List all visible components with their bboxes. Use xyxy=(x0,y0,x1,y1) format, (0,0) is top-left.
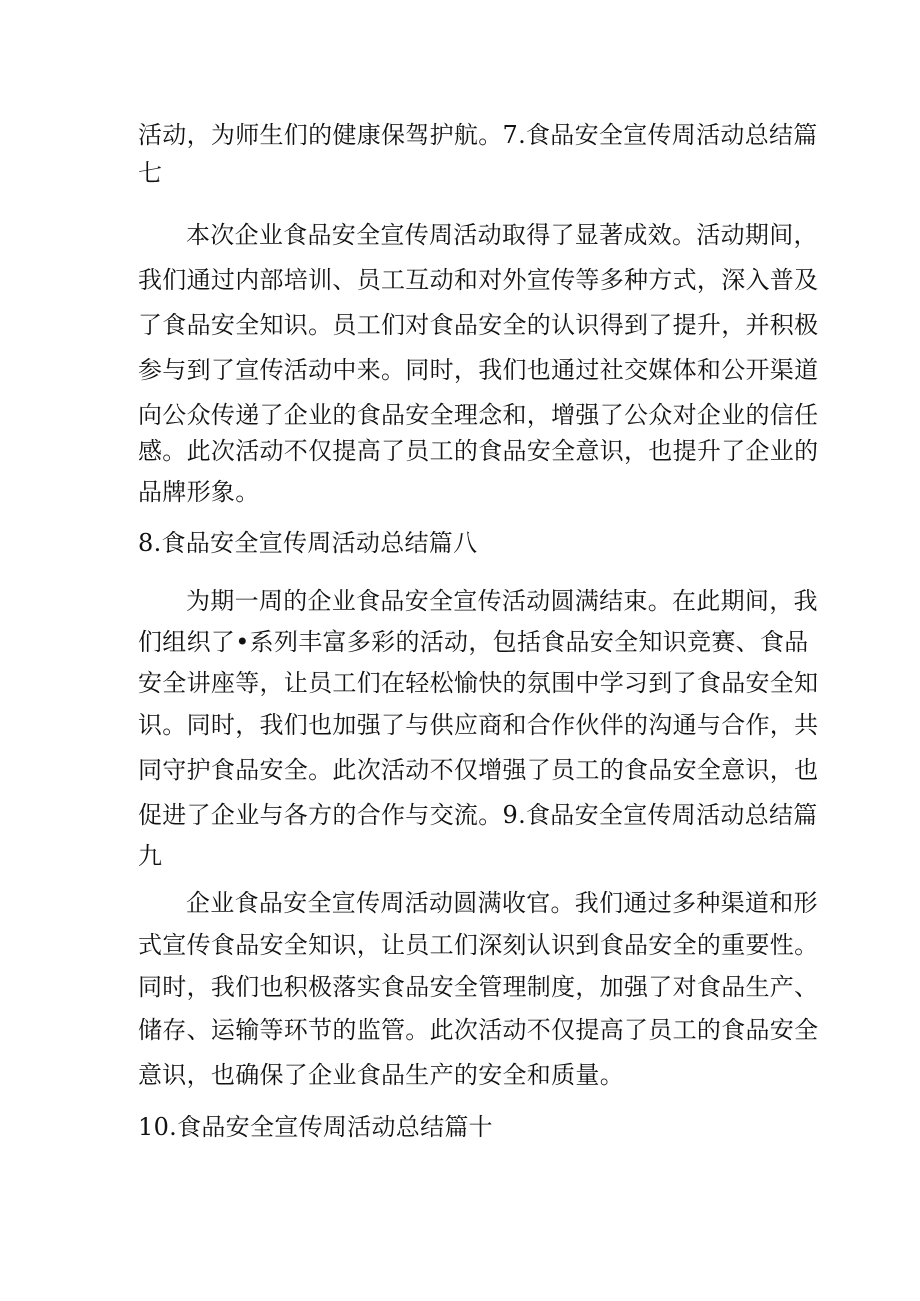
text-line: 七 xyxy=(138,159,163,187)
section-heading: 10.食品安全宣传周活动总结篇十 xyxy=(138,1113,493,1141)
paragraph-first-line: 为期一周的企业食品安全宣传活动圆满结束。在此期间，我 xyxy=(186,587,818,615)
section-heading: 8.食品安全宣传周活动总结篇八 xyxy=(138,529,478,557)
text-line: 同守护食品安全。此次活动不仅增强了员工的食品安全意识，也 xyxy=(138,756,819,784)
text-line: 储存、运输等环节的监管。此次活动不仅提高了员工的食品安全 xyxy=(138,1016,819,1044)
text-line: 意识，也确保了企业食品生产的安全和质量。 xyxy=(138,1061,624,1089)
text-line: 们组织了•系列丰富多彩的活动，包括食品安全知识竞赛、食品 xyxy=(138,628,809,656)
text-line: 式宣传食品安全知识，让员工们深刻认识到食品安全的重要性。 xyxy=(138,931,819,959)
paragraph-first-line: 本次企业食品安全宣传周活动取得了显著成效。活动期间， xyxy=(186,221,818,249)
text-line: 同时，我们也积极落实食品安全管理制度，加强了对食品生产、 xyxy=(138,973,819,1001)
text-line: 活动，为师生们的健康保驾护航。7.食品安全宣传周活动总结篇 xyxy=(138,121,818,149)
text-line: 促进了企业与各方的合作与交流。9.食品安全宣传周活动总结篇 xyxy=(138,801,818,829)
text-line: 向公众传递了企业的食品安全理念和，增强了公众对企业的信任 xyxy=(138,401,819,429)
text-line: 参与到了宣传活动中来。同时，我们也通过社交媒体和公开渠道 xyxy=(138,356,819,384)
text-line: 我们通过内部培训、员工互动和对外宣传等多种方式，深入普及 xyxy=(138,266,819,294)
text-line: 九 xyxy=(138,842,163,870)
text-line: 安全讲座等，让员工们在轻松愉快的氛围中学习到了食品安全知 xyxy=(138,669,819,697)
text-line: 识。同时，我们也加强了与供应商和合作伙伴的沟通与合作，共 xyxy=(138,711,819,739)
text-line: 感。此次活动不仅提高了员工的食品安全意识，也提升了企业的 xyxy=(138,437,819,465)
text-line: 品牌形象。 xyxy=(138,478,260,506)
paragraph-first-line: 企业食品安全宣传周活动圆满收官。我们通过多种渠道和形 xyxy=(186,889,818,917)
text-line: 了食品安全知识。员工们对食品安全的认识得到了提升，并积极 xyxy=(138,311,819,339)
